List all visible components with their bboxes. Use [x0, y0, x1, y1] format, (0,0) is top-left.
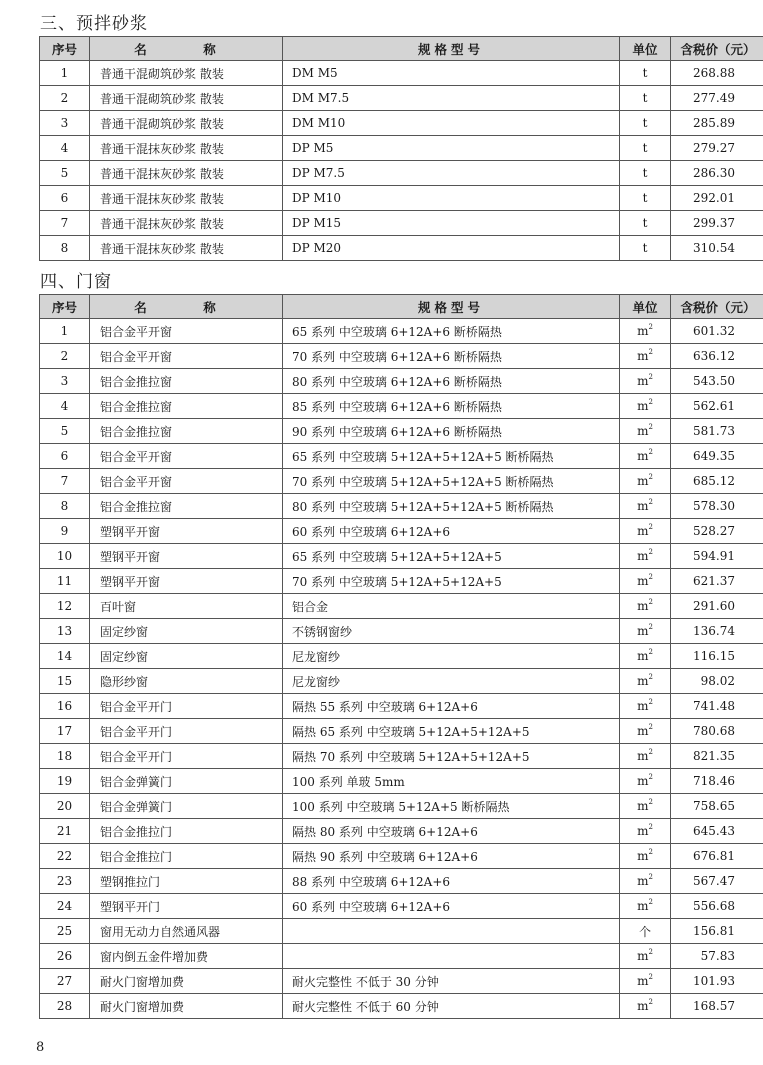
table-row [40, 469, 763, 494]
row-spec: 80 系列 中空玻璃 5+12A+5+12A+5 断桥隔热 [283, 494, 620, 519]
table-row [40, 186, 763, 211]
row-spec [283, 944, 620, 969]
row-name: 普通干混砌筑砂浆 散装 [90, 61, 283, 86]
row-price: 780.68 [671, 719, 763, 744]
unit-base: m [637, 974, 649, 988]
unit-base: m [637, 949, 649, 963]
row-price: 578.30 [671, 494, 763, 519]
row-name: 百叶窗 [90, 594, 283, 619]
row-spec: 60 系列 中空玻璃 6+12A+6 [283, 519, 620, 544]
row-unit [620, 569, 671, 594]
row-number: 2 [40, 344, 90, 369]
row-name: 窗内倒五金件增加费 [90, 944, 283, 969]
row-unit [620, 969, 671, 994]
row-spec: 隔热 80 系列 中空玻璃 6+12A+6 [283, 819, 620, 844]
row-number: 16 [40, 694, 90, 719]
unit-base: m [637, 674, 649, 688]
row-price: 279.27 [671, 136, 763, 161]
unit-base: m [637, 624, 649, 638]
row-unit: t [620, 186, 671, 211]
row-number: 20 [40, 794, 90, 819]
unit-base: m [637, 774, 649, 788]
row-name: 铝合金平开门 [90, 719, 283, 744]
unit-exponent: 2 [648, 698, 653, 706]
row-name: 铝合金平开窗 [90, 444, 283, 469]
unit-exponent: 2 [648, 748, 653, 756]
row-number: 9 [40, 519, 90, 544]
table-row [40, 969, 763, 994]
row-name: 铝合金推拉门 [90, 844, 283, 869]
table-row [40, 719, 763, 744]
row-name: 普通干混抹灰砂浆 散装 [90, 161, 283, 186]
row-unit: t [620, 86, 671, 111]
row-unit [620, 719, 671, 744]
row-name: 普通干混砌筑砂浆 散装 [90, 111, 283, 136]
unit-base: m [637, 824, 649, 838]
table-row [40, 594, 763, 619]
row-spec: 70 系列 中空玻璃 5+12A+5+12A+5 [283, 569, 620, 594]
mortar-price-table [39, 36, 763, 261]
unit-base: m [637, 649, 649, 663]
table-row [40, 494, 763, 519]
unit-base: m [637, 999, 649, 1013]
row-unit [620, 744, 671, 769]
row-unit [620, 519, 671, 544]
row-name: 塑钢平开门 [90, 894, 283, 919]
unit-base: m [637, 699, 649, 713]
row-unit [620, 819, 671, 844]
row-number: 12 [40, 594, 90, 619]
table-row [40, 844, 763, 869]
unit-exponent: 2 [648, 823, 653, 831]
table-row [40, 319, 763, 344]
table-row [40, 369, 763, 394]
row-number: 14 [40, 644, 90, 669]
row-name: 铝合金平开窗 [90, 319, 283, 344]
row-price: 310.54 [671, 236, 763, 261]
row-name: 隐形纱窗 [90, 669, 283, 694]
row-number: 5 [40, 161, 90, 186]
section-title-ready-mix-mortar: 三、预拌砂浆 [40, 14, 148, 34]
header-price: 含税价（元） [671, 295, 763, 319]
row-spec: 60 系列 中空玻璃 6+12A+6 [283, 894, 620, 919]
row-unit [620, 319, 671, 344]
row-unit [620, 694, 671, 719]
row-name: 铝合金推拉窗 [90, 394, 283, 419]
unit-base: m [637, 874, 649, 888]
row-spec: 65 系列 中空玻璃 6+12A+6 断桥隔热 [283, 319, 620, 344]
row-unit [620, 644, 671, 669]
unit-exponent: 2 [648, 498, 653, 506]
row-price: 685.12 [671, 469, 763, 494]
table-row [40, 111, 763, 136]
table-header-row [40, 295, 763, 319]
row-spec: 65 系列 中空玻璃 5+12A+5+12A+5 断桥隔热 [283, 444, 620, 469]
row-name: 铝合金平开门 [90, 694, 283, 719]
row-price: 645.43 [671, 819, 763, 844]
row-price: 649.35 [671, 444, 763, 469]
row-unit [620, 669, 671, 694]
table-row [40, 394, 763, 419]
unit-base: m [637, 349, 649, 363]
row-name: 铝合金推拉门 [90, 819, 283, 844]
row-name: 塑钢平开窗 [90, 519, 283, 544]
unit-base: m [637, 849, 649, 863]
unit-exponent: 2 [648, 973, 653, 981]
unit-base: m [637, 574, 649, 588]
unit-base: m [637, 724, 649, 738]
row-name: 铝合金平开窗 [90, 469, 283, 494]
mortar-table-body [40, 61, 763, 261]
unit-exponent: 2 [648, 473, 653, 481]
row-unit: t [620, 61, 671, 86]
unit-exponent: 2 [648, 348, 653, 356]
row-unit [620, 894, 671, 919]
row-unit [620, 494, 671, 519]
row-number: 15 [40, 669, 90, 694]
unit-exponent: 2 [648, 523, 653, 531]
row-price: 621.37 [671, 569, 763, 594]
row-unit [620, 944, 671, 969]
row-number: 3 [40, 369, 90, 394]
row-spec: 100 系列 中空玻璃 5+12A+5 断桥隔热 [283, 794, 620, 819]
unit-exponent: 2 [648, 423, 653, 431]
row-price: 758.65 [671, 794, 763, 819]
header-spec: 规格型号 [283, 37, 620, 61]
row-spec: 70 系列 中空玻璃 6+12A+6 断桥隔热 [283, 344, 620, 369]
row-number: 26 [40, 944, 90, 969]
doors-windows-price-table [39, 294, 763, 1019]
table-row [40, 619, 763, 644]
row-spec: 65 系列 中空玻璃 5+12A+5+12A+5 [283, 544, 620, 569]
unit-exponent: 2 [648, 873, 653, 881]
row-name: 铝合金弹簧门 [90, 794, 283, 819]
row-name: 塑钢推拉门 [90, 869, 283, 894]
unit-exponent: 2 [648, 798, 653, 806]
row-spec: 88 系列 中空玻璃 6+12A+6 [283, 869, 620, 894]
row-number: 10 [40, 544, 90, 569]
table-row [40, 544, 763, 569]
row-number: 3 [40, 111, 90, 136]
table-row [40, 944, 763, 969]
row-price: 291.60 [671, 594, 763, 619]
table-row [40, 419, 763, 444]
row-price: 567.47 [671, 869, 763, 894]
row-number: 4 [40, 136, 90, 161]
row-number: 4 [40, 394, 90, 419]
row-number: 1 [40, 319, 90, 344]
row-price: 741.48 [671, 694, 763, 719]
row-price: 136.74 [671, 619, 763, 644]
unit-exponent: 2 [648, 573, 653, 581]
row-spec: DP M15 [283, 211, 620, 236]
row-unit [620, 469, 671, 494]
row-price: 168.57 [671, 994, 763, 1019]
unit-base: m [637, 474, 649, 488]
row-name: 普通干混抹灰砂浆 散装 [90, 236, 283, 261]
row-number: 8 [40, 236, 90, 261]
unit-exponent: 2 [648, 623, 653, 631]
row-spec: 铝合金 [283, 594, 620, 619]
unit-exponent: 2 [648, 448, 653, 456]
row-price: 528.27 [671, 519, 763, 544]
row-unit [620, 394, 671, 419]
header-unit: 单位 [620, 37, 671, 61]
unit-exponent: 2 [648, 323, 653, 331]
row-price: 268.88 [671, 61, 763, 86]
table-row [40, 86, 763, 111]
table-row [40, 819, 763, 844]
row-name: 铝合金推拉窗 [90, 419, 283, 444]
row-spec: 100 系列 单玻 5mm [283, 769, 620, 794]
row-price: 292.01 [671, 186, 763, 211]
unit-exponent: 2 [648, 948, 653, 956]
unit-base: m [637, 749, 649, 763]
table-header-row [40, 37, 763, 61]
table-row [40, 894, 763, 919]
table-row [40, 919, 763, 944]
row-price: 821.35 [671, 744, 763, 769]
row-number: 23 [40, 869, 90, 894]
row-number: 2 [40, 86, 90, 111]
unit-base: m [637, 449, 649, 463]
row-price: 562.61 [671, 394, 763, 419]
row-price: 718.46 [671, 769, 763, 794]
table-row [40, 61, 763, 86]
row-name: 固定纱窗 [90, 644, 283, 669]
row-name: 铝合金平开窗 [90, 344, 283, 369]
row-price: 277.49 [671, 86, 763, 111]
unit-base: m [637, 499, 649, 513]
row-spec: DP M7.5 [283, 161, 620, 186]
unit-exponent: 2 [648, 898, 653, 906]
row-spec: 尼龙窗纱 [283, 669, 620, 694]
row-number: 8 [40, 494, 90, 519]
row-number: 6 [40, 186, 90, 211]
row-unit: t [620, 111, 671, 136]
unit-base: m [637, 399, 649, 413]
row-spec: 隔热 90 系列 中空玻璃 6+12A+6 [283, 844, 620, 869]
row-price: 594.91 [671, 544, 763, 569]
row-name: 普通干混抹灰砂浆 散装 [90, 136, 283, 161]
row-price: 57.83 [671, 944, 763, 969]
row-spec: 耐火完整性 不低于 30 分钟 [283, 969, 620, 994]
table-row [40, 744, 763, 769]
row-name: 窗用无动力自然通风器 [90, 919, 283, 944]
table-row [40, 344, 763, 369]
unit-base: m [637, 549, 649, 563]
header-name: 名 称 [90, 37, 283, 61]
doors-windows-table-body [40, 319, 763, 1019]
row-price: 156.81 [671, 919, 763, 944]
table-row [40, 694, 763, 719]
unit-exponent: 2 [648, 723, 653, 731]
row-price: 636.12 [671, 344, 763, 369]
row-spec: DP M20 [283, 236, 620, 261]
row-name: 耐火门窗增加费 [90, 994, 283, 1019]
row-unit [620, 544, 671, 569]
unit-exponent: 2 [648, 598, 653, 606]
unit-base: m [637, 424, 649, 438]
row-price: 299.37 [671, 211, 763, 236]
row-number: 27 [40, 969, 90, 994]
unit-exponent: 2 [648, 398, 653, 406]
row-number: 6 [40, 444, 90, 469]
row-spec: 70 系列 中空玻璃 5+12A+5+12A+5 断桥隔热 [283, 469, 620, 494]
row-unit [620, 594, 671, 619]
row-spec: 隔热 70 系列 中空玻璃 5+12A+5+12A+5 [283, 744, 620, 769]
row-name: 普通干混抹灰砂浆 散装 [90, 211, 283, 236]
unit-exponent: 2 [648, 673, 653, 681]
table-row [40, 644, 763, 669]
row-price: 116.15 [671, 644, 763, 669]
row-price: 98.02 [671, 669, 763, 694]
row-name: 普通干混砌筑砂浆 散装 [90, 86, 283, 111]
row-name: 铝合金推拉窗 [90, 369, 283, 394]
unit-base: m [637, 524, 649, 538]
row-unit [620, 344, 671, 369]
row-spec [283, 919, 620, 944]
row-name: 铝合金推拉窗 [90, 494, 283, 519]
table-row [40, 444, 763, 469]
unit-exponent: 2 [648, 548, 653, 556]
unit-exponent: 2 [648, 648, 653, 656]
row-number: 19 [40, 769, 90, 794]
row-number: 5 [40, 419, 90, 444]
header-spec: 规格型号 [283, 295, 620, 319]
row-number: 7 [40, 469, 90, 494]
row-number: 11 [40, 569, 90, 594]
row-unit: t [620, 161, 671, 186]
row-spec: 隔热 55 系列 中空玻璃 6+12A+6 [283, 694, 620, 719]
row-number: 24 [40, 894, 90, 919]
unit-base: m [637, 324, 649, 338]
row-unit [620, 619, 671, 644]
row-number: 17 [40, 719, 90, 744]
row-unit [620, 794, 671, 819]
row-spec: 耐火完整性 不低于 60 分钟 [283, 994, 620, 1019]
row-name: 铝合金平开门 [90, 744, 283, 769]
row-unit [620, 769, 671, 794]
row-spec: 隔热 65 系列 中空玻璃 5+12A+5+12A+5 [283, 719, 620, 744]
row-number: 7 [40, 211, 90, 236]
row-price: 286.30 [671, 161, 763, 186]
row-spec: DM M7.5 [283, 86, 620, 111]
table-row [40, 211, 763, 236]
row-name: 固定纱窗 [90, 619, 283, 644]
section-title-doors-windows: 四、门窗 [40, 272, 112, 292]
row-price: 556.68 [671, 894, 763, 919]
row-number: 1 [40, 61, 90, 86]
row-unit [620, 994, 671, 1019]
row-number: 18 [40, 744, 90, 769]
row-spec: DM M5 [283, 61, 620, 86]
row-unit: t [620, 136, 671, 161]
row-name: 耐火门窗增加费 [90, 969, 283, 994]
row-price: 543.50 [671, 369, 763, 394]
unit-base: m [637, 599, 649, 613]
unit-base: m [637, 899, 649, 913]
row-name: 普通干混抹灰砂浆 散装 [90, 186, 283, 211]
table-row [40, 994, 763, 1019]
row-number: 22 [40, 844, 90, 869]
row-price: 285.89 [671, 111, 763, 136]
row-spec: DM M10 [283, 111, 620, 136]
row-spec: DP M10 [283, 186, 620, 211]
table-row [40, 794, 763, 819]
table-row [40, 769, 763, 794]
table-row [40, 136, 763, 161]
unit-exponent: 2 [648, 773, 653, 781]
row-name: 塑钢平开窗 [90, 544, 283, 569]
table-row [40, 236, 763, 261]
header-unit: 单位 [620, 295, 671, 319]
row-number: 25 [40, 919, 90, 944]
table-row [40, 519, 763, 544]
unit-exponent: 2 [648, 848, 653, 856]
row-spec: 尼龙窗纱 [283, 644, 620, 669]
row-unit [620, 444, 671, 469]
table-row [40, 869, 763, 894]
row-number: 28 [40, 994, 90, 1019]
unit-base: m [637, 374, 649, 388]
row-unit: t [620, 236, 671, 261]
row-name: 铝合金弹簧门 [90, 769, 283, 794]
row-spec: 90 系列 中空玻璃 6+12A+6 断桥隔热 [283, 419, 620, 444]
header-name: 名 称 [90, 295, 283, 319]
header-no: 序号 [40, 295, 90, 319]
row-unit [620, 419, 671, 444]
row-unit [620, 844, 671, 869]
unit-base: m [637, 799, 649, 813]
row-price: 581.73 [671, 419, 763, 444]
row-name: 塑钢平开窗 [90, 569, 283, 594]
header-no: 序号 [40, 37, 90, 61]
unit-exponent: 2 [648, 373, 653, 381]
row-price: 676.81 [671, 844, 763, 869]
row-unit [620, 369, 671, 394]
header-price: 含税价（元） [671, 37, 763, 61]
unit-exponent: 2 [648, 998, 653, 1006]
row-spec: 80 系列 中空玻璃 6+12A+6 断桥隔热 [283, 369, 620, 394]
table-row [40, 569, 763, 594]
row-spec: DP M5 [283, 136, 620, 161]
row-number: 13 [40, 619, 90, 644]
row-unit [620, 869, 671, 894]
row-price: 601.32 [671, 319, 763, 344]
row-unit: t [620, 211, 671, 236]
row-spec: 85 系列 中空玻璃 6+12A+6 断桥隔热 [283, 394, 620, 419]
table-row [40, 669, 763, 694]
row-spec: 不锈钢窗纱 [283, 619, 620, 644]
row-price: 101.93 [671, 969, 763, 994]
page-number: 8 [36, 1040, 45, 1055]
row-unit: 个 [620, 919, 671, 944]
table-row [40, 161, 763, 186]
row-number: 21 [40, 819, 90, 844]
